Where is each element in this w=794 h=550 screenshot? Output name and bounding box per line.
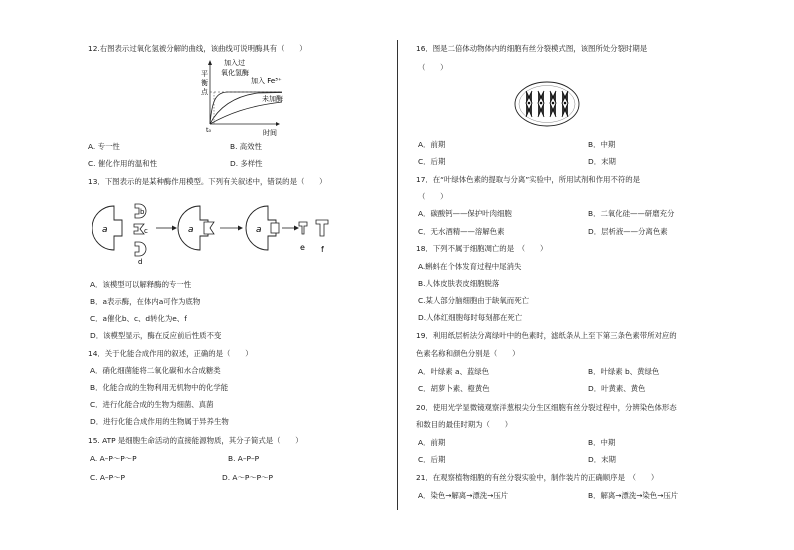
q18-option-c: C.某人部分脑细胞由于缺氧而死亡 [418,296,529,305]
q13-label-c: c [144,227,148,235]
q17-stem: 17．在“叶绿体色素的提取与分离”实验中，所用试剂和作用不符的是 [416,175,641,184]
q17-paren: （ ） [418,192,448,201]
q20-option-c: C．后期 [418,455,446,464]
q14-option-c: C．进行化能合成的生物为细菌、真菌 [90,400,214,409]
q14-option-d: D．进行化能合成作用的生物属于异养生物 [90,417,229,426]
q19-option-d: D．叶黄素、黄色 [588,384,646,393]
q20-option-b: B．中期 [588,438,616,447]
q19-stem-cont: 色素名称和颜色分别是（ ） [416,349,520,358]
q13-label-e: e [300,243,305,252]
q17-option-b: B．二氧化硅——研磨充分 [588,209,675,218]
q17-option-c: C．无水酒精——溶解色素 [418,227,505,236]
q21-stem: 21．在观察植物细胞的有丝分裂实验中，制作装片的正确顺序是 （ ） [416,473,659,482]
q16-option-c: C．后期 [418,157,446,166]
q14-stem: 14．关于化能合成作用的叙述，正确的是（ ） [88,349,253,358]
q15-option-d: D. A～P～P～P [222,473,273,482]
q16-stem: 16．图是二倍体动物体内的细胞有丝分裂模式图，该图所处分裂时期是 [416,44,648,53]
q12-option-a: A. 专一性 [88,142,120,151]
q16-option-a: A．前期 [418,140,446,149]
q13-label-f: f [321,245,324,254]
q12-xlabel: 时间 [263,129,277,137]
q15-stem: 15. ATP 是细胞生命活动的直接能源物质，其分子简式是（ ） [88,436,303,445]
q15-option-b: B. A–P–P [228,454,260,463]
q13-option-c: C．a催化b、c、d转化为e、f [90,314,187,323]
q12-ylabel-3: 点 [201,88,208,96]
q16-option-d: D．末期 [588,157,616,166]
q18-option-d: D.人体红细胞每时每刻都在死亡 [418,313,523,322]
q12-option-d: D. 多样性 [230,159,263,168]
q17-option-d: D．层析液——分离色素 [588,227,668,236]
q12-option-b: B. 高效性 [230,142,262,151]
q17-option-a: A．碳酸钙——保护叶肉细胞 [418,209,512,218]
q12-curve-label-none: 未加酶 [262,95,283,103]
q19-option-a: A．叶绿素 a、蓝绿色 [418,367,490,376]
q13-option-a: A．该模型可以解释酶的专一性 [90,280,192,289]
q20-stem: 20．使用光学显微镜观察洋葱根尖分生区细胞有丝分裂过程中，分辨染色体形态 [416,403,677,412]
q18-option-a: A.蝌蚪在个体发育过程中尾消失 [418,262,522,271]
q13-label-a1: a [102,225,108,235]
q13-option-d: D．该模型显示，酶在反应前后性质不变 [90,331,222,340]
q13-enzyme-model-diagram [92,194,342,272]
q19-stem: 19．利用纸层析法分离绿叶中的色素时，滤纸条从上至下第三条色素带所对应的 [416,331,677,340]
q12-ylabel-2: 衡 [201,79,208,87]
q21-option-a: A．染色→解离→漂洗→压片 [418,491,509,500]
q18-stem: 18．下列不属于细胞凋亡的是 （ ） [416,244,548,253]
column-divider [397,40,398,510]
q19-option-c: C．胡萝卜素、橙黄色 [418,384,490,393]
q14-option-a: A．硝化细菌能将二氧化碳和水合成糖类 [90,366,221,375]
q12-enzyme-curve-graph [178,56,298,138]
q12-curve-label-enzyme-b: 氧化氢酶 [221,69,249,77]
q12-option-c: C. 催化作用的温和性 [88,159,157,168]
q14-option-b: B．化能合成的生物利用无机物中的化学能 [90,383,229,392]
q13-label-a3: a [256,225,262,235]
q15-option-c: C. A–P～P [90,473,125,482]
q21-option-b: B．解离→漂洗→染色→压片 [588,491,679,500]
q16-option-b: B．中期 [588,140,616,149]
q20-stem-cont: 和数目的最佳时期为（ ） [416,420,513,429]
q12-origin-label: t₀ [206,126,212,134]
q16-paren: （ ） [418,63,448,72]
q20-option-d: D．末期 [588,455,616,464]
q16-mitosis-cell-diagram [512,79,582,129]
q13-label-d: d [138,258,143,266]
q13-option-b: B．a表示酶，在体内a可作为底物 [90,297,201,306]
q13-label-a2: a [188,225,194,235]
q12-curve-label-enzyme-a: 加入过 [224,59,245,67]
q12-curve-label-fe: 加入 Fe³⁺ [251,77,282,85]
q19-option-b: B．叶绿素 b、黄绿色 [588,367,660,376]
q13-stem: 13．下图表示的是某种酶作用模型。下列有关叙述中，错误的是（ ） [88,177,327,186]
q15-option-a: A. A–P～P～P [90,454,137,463]
q13-label-b: b [140,208,145,216]
q18-option-b: B.人体皮肤表皮细胞脱落 [418,279,500,288]
q20-option-a: A．前期 [418,438,446,447]
q12-stem: 12.右图表示过氧化氢被分解的曲线，该曲线可说明酶具有（ ） [88,44,307,53]
q12-ylabel-1: 平 [201,70,208,78]
